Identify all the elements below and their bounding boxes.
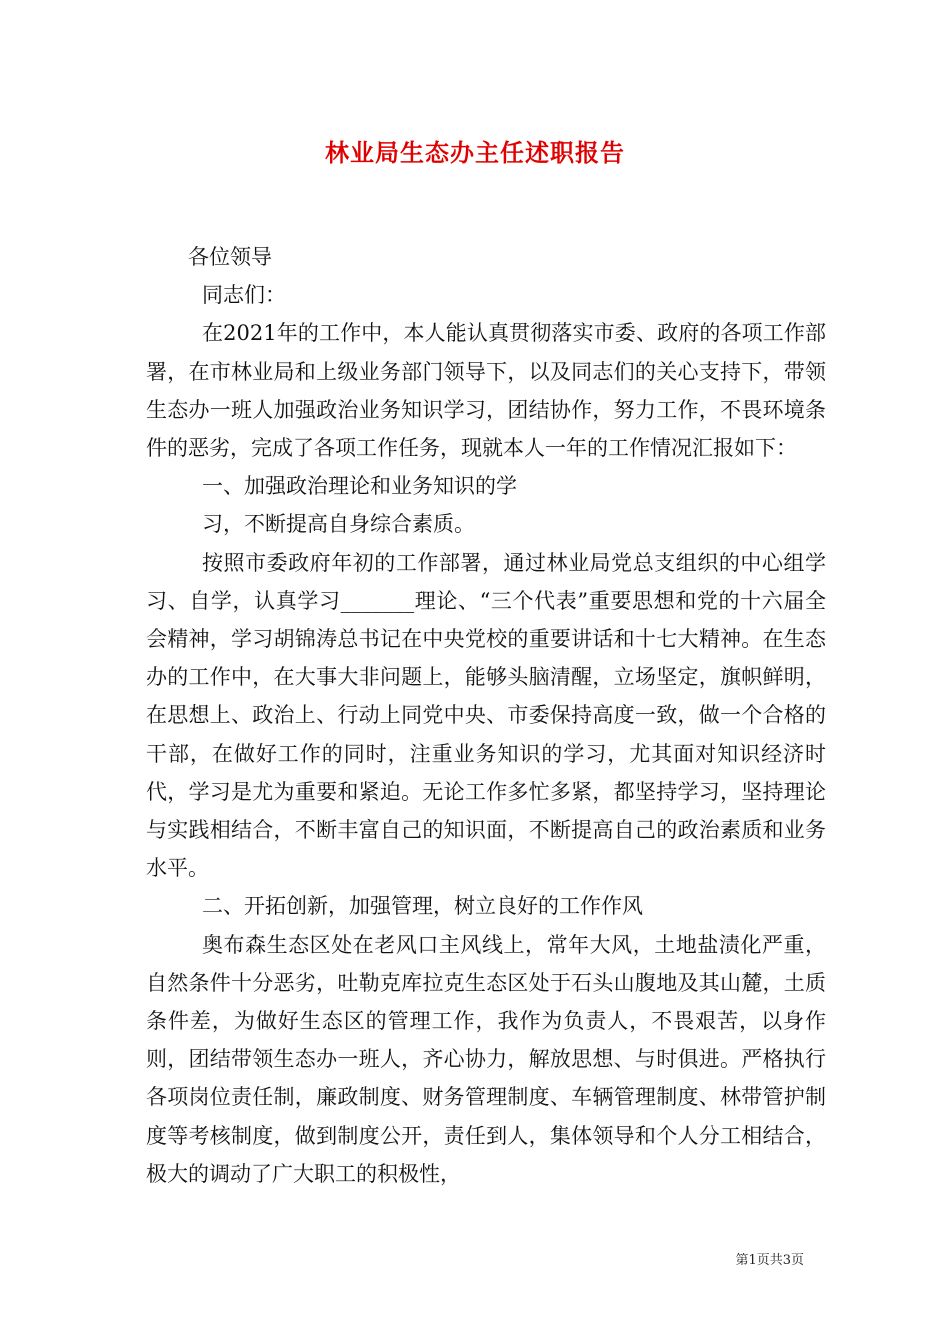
- paragraph-study: 按照市委政府年初的工作部署，通过林业局党总支组织的中心组学习、自学，认真学习_______理论、“三个代表”重要思想和党的十六届全会精神，学习胡锦涛总书记在中央党校的重要讲话和十七大精神。在生态办的工作中，在大事大非问题上，能够头脑清醒，立场坚定，旗帜鲜明，在思想上、政治上、行动上同党中央、市委保持高度一致，做一个合格的干部，在做好工作的同时，注重业务知识的学习，尤其面对知识经济时代，学习是尤为重要和紧迫。无论工作多忙多紧，都坚持学习，坚持理论与实践相结合，不断丰富自己的知识面，不断提高自己的政治素质和业务水平。: [146, 550, 826, 881]
- greeting-comrades: 同志们：: [202, 283, 286, 308]
- section-heading-1: 一、加强政治理论和业务知识的学: [202, 474, 517, 499]
- paragraph-management: 奥布森生态区处在老风口主风线上，常年大风，土地盐渍化严重，自然条件十分恶劣，吐勒克库拉克生态区处于石头山腹地及其山麓，土质条件差，为做好生态区的管理工作，我作为负责人，不畏艰苦，以身作则，团结带领生态办一班人，齐心协力，解放思想、与时俱进。严格执行各项岗位责任制，廉政制度、财务管理制度、车辆管理制度、林带管护制度等考核制度，做到制度公开，责任到人，集体领导和个人分工相结合，极大的调动了广大职工的积极性，: [146, 932, 826, 1186]
- section-heading-2: 二、开拓创新，加强管理，树立良好的工作作风: [202, 894, 643, 919]
- paragraph-intro: 在2021年的工作中，本人能认真贯彻落实市委、政府的各项工作部署，在市林业局和上级业务部门领导下，以及同志们的关心支持下，带领生态办一班人加强政治业务知识学习，团结协作，努力工作，不畏环境条件的恶劣，完成了各项工作任务，现就本人一年的工作情况汇报如下：: [146, 321, 826, 461]
- section-heading-1-cont: 习，不断提高自身综合素质。: [202, 512, 475, 537]
- document-body: [146, 238, 826, 1193]
- greeting-leaders: 各位领导: [188, 245, 272, 269]
- page-number: 第1页共3页: [735, 1253, 804, 1268]
- document-title: 林业局生态办主任述职报告: [325, 138, 625, 167]
